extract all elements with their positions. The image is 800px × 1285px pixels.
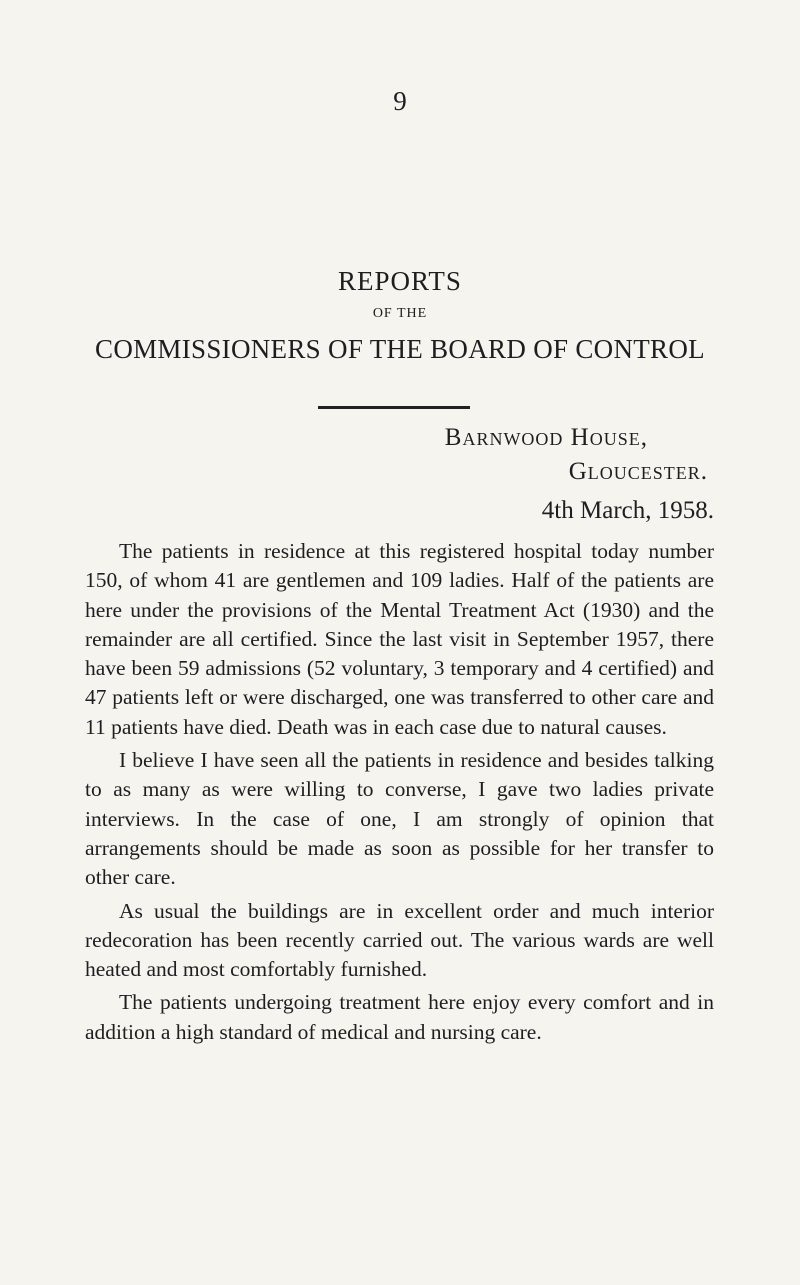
report-body-title: COMMISSIONERS OF THE BOARD OF CONTROL [95, 334, 705, 364]
paragraph-3: As usual the buildings are in excellent order and much interior redecoration has been recently carried out. The various wards are well heated and most comfortably furnished. [85, 898, 714, 982]
paragraph-1: The patients in residence at this registered hospital today number 150, of whom 41 are gentlemen and 109 ladies. Half of the patients are here under the provisions of the Mental Treatment Act (1930) and the remainder are all certified. Since the last visit in September 1957, there have been 59 admissions (52 voluntary, 3 temporary and 4 certified) and 47 patients left or were discharged, one was transferred to other care and 11 patients have died. Death was in each case due to natural causes. [85, 539, 714, 739]
report-title: REPORTS [338, 266, 462, 296]
address-line-2: Gloucester. [568, 458, 708, 485]
paragraph-4: The patients undergoing treatment here enjoy every comfort and in addition a high standard of medical and nursing care. [85, 990, 714, 1044]
address-line-1: Barnwood House, [444, 424, 648, 451]
divider-rule [318, 406, 470, 409]
report-body [85, 537, 714, 1051]
page-number: 9 [393, 86, 407, 116]
report-date: 4th March, 1958. [541, 497, 714, 524]
report-subtitle: OF THE [372, 306, 428, 321]
paragraph-2: I believe I have seen all the patients in residence and besides talking to as many as were willing to converse, I gave two ladies private interviews. In the case of one, I am strongly of opinion that arrangements should be made as soon as possible for her transfer to other care. [85, 748, 714, 890]
